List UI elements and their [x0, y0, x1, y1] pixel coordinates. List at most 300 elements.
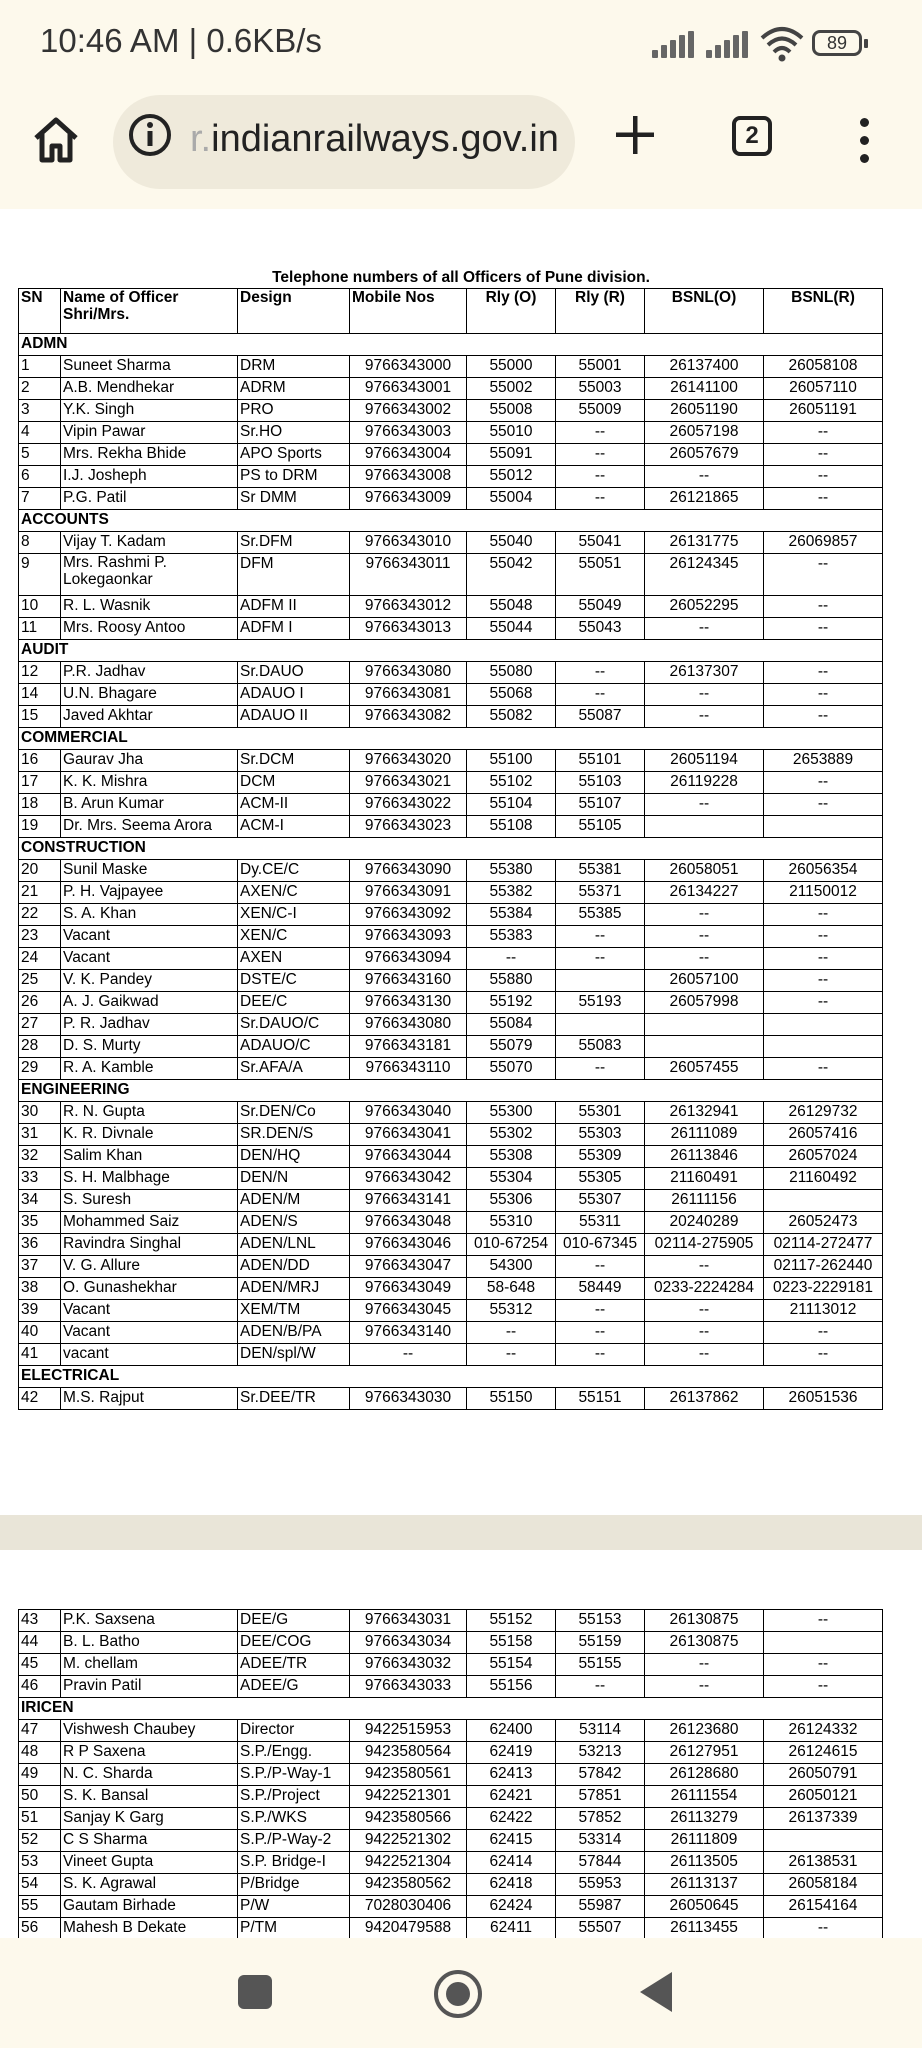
cell-bsnl-r: 2653889 — [764, 750, 883, 772]
cell-rly-r: 53114 — [556, 1720, 645, 1742]
cell-sn: 27 — [19, 1014, 61, 1036]
section-row — [19, 838, 883, 860]
cell-bsnl-r: -- — [764, 1654, 883, 1676]
cell-bsnl-o: 26131775 — [645, 532, 764, 554]
cell-bsnl-o: 26141100 — [645, 378, 764, 400]
table-row — [19, 926, 883, 948]
cell-rly-r: 55305 — [556, 1168, 645, 1190]
url-text[interactable] — [190, 118, 559, 161]
table-row — [19, 1676, 883, 1698]
cell-sn: 29 — [19, 1058, 61, 1080]
cell-sn: 35 — [19, 1212, 61, 1234]
cell-name: Mohammed Saiz — [61, 1212, 238, 1234]
cell-bsnl-r: 26052473 — [764, 1212, 883, 1234]
cell-name: A. J. Gaikwad — [61, 992, 238, 1014]
cell-bsnl-o: 26111089 — [645, 1124, 764, 1146]
cell-bsnl-o: 0233-2224284 — [645, 1278, 764, 1300]
table-row — [19, 554, 883, 596]
cell-bsnl-o: 26113505 — [645, 1852, 764, 1874]
cell-rly-o: -- — [467, 1344, 556, 1366]
cell-sn: 12 — [19, 662, 61, 684]
header-sn: SN — [19, 289, 61, 334]
cell-design: DEN/spl/W — [238, 1344, 350, 1366]
cell-rly-o: 55310 — [467, 1212, 556, 1234]
cell-bsnl-o: 26130875 — [645, 1610, 764, 1632]
cell-bsnl-o — [645, 1036, 764, 1058]
table-row — [19, 662, 883, 684]
cell-design: ADEE/TR — [238, 1654, 350, 1676]
cell-rly-r: 010-67345 — [556, 1234, 645, 1256]
cell-bsnl-o: -- — [645, 948, 764, 970]
cell-rly-o: 54300 — [467, 1256, 556, 1278]
cell-rly-o: 55091 — [467, 444, 556, 466]
cell-sn: 4 — [19, 422, 61, 444]
cell-rly-o: 55152 — [467, 1610, 556, 1632]
cell-mobile: 9766343049 — [350, 1278, 467, 1300]
cell-design: AXEN — [238, 948, 350, 970]
url-domain: indianrailways.gov.in — [211, 118, 559, 160]
cell-rly-o: 55100 — [467, 750, 556, 772]
cell-mobile: 9766343110 — [350, 1058, 467, 1080]
cell-name: S. Suresh — [61, 1190, 238, 1212]
cell-name: Javed Akhtar — [61, 706, 238, 728]
cell-rly-r: 55083 — [556, 1036, 645, 1058]
cell-design: P/W — [238, 1896, 350, 1918]
cell-bsnl-o: -- — [645, 466, 764, 488]
cell-bsnl-r: 26057024 — [764, 1146, 883, 1168]
table-row — [19, 992, 883, 1014]
table-row — [19, 1852, 883, 1874]
recent-apps-icon[interactable] — [238, 1975, 272, 2009]
cell-design: DEN/HQ — [238, 1146, 350, 1168]
cell-bsnl-o: 26123680 — [645, 1720, 764, 1742]
cell-bsnl-o: -- — [645, 1344, 764, 1366]
cell-name: K. K. Mishra — [61, 772, 238, 794]
cell-bsnl-r: 26051191 — [764, 400, 883, 422]
cell-rly-o: -- — [467, 948, 556, 970]
cell-name: R. L. Wasnik — [61, 596, 238, 618]
cell-bsnl-r: 26154164 — [764, 1896, 883, 1918]
cell-name: I.J. Josheph — [61, 466, 238, 488]
cell-name: Salim Khan — [61, 1146, 238, 1168]
table-row — [19, 1610, 883, 1632]
cell-mobile: 9766343032 — [350, 1654, 467, 1676]
cell-sn: 14 — [19, 684, 61, 706]
cell-bsnl-o — [645, 1014, 764, 1036]
cell-rly-o: 55150 — [467, 1388, 556, 1410]
cell-bsnl-o: 26121865 — [645, 488, 764, 510]
cell-design: APO Sports — [238, 444, 350, 466]
table-row — [19, 750, 883, 772]
cell-rly-o: 55042 — [467, 554, 556, 596]
cell-mobile: 9422515953 — [350, 1720, 467, 1742]
table-row — [19, 1918, 883, 1940]
cell-mobile: 9766343022 — [350, 794, 467, 816]
cell-rly-o: -- — [467, 1322, 556, 1344]
cell-design: DFM — [238, 554, 350, 596]
table-row — [19, 860, 883, 882]
cell-mobile: 9423580566 — [350, 1808, 467, 1830]
cell-sn: 25 — [19, 970, 61, 992]
cell-name: C S Sharma — [61, 1830, 238, 1852]
url-prefix: r. — [190, 118, 212, 160]
cell-rly-o: 55079 — [467, 1036, 556, 1058]
cell-sn: 48 — [19, 1742, 61, 1764]
cell-mobile: 9766343092 — [350, 904, 467, 926]
cell-bsnl-o: -- — [645, 1322, 764, 1344]
more-menu-icon[interactable] — [860, 118, 870, 164]
cell-name: S. A. Khan — [61, 904, 238, 926]
cell-rly-r: 55001 — [556, 356, 645, 378]
page-separator — [0, 1515, 922, 1550]
table-row — [19, 1764, 883, 1786]
cell-mobile: 9766343003 — [350, 422, 467, 444]
cell-name: Vineet Gupta — [61, 1852, 238, 1874]
table-row — [19, 532, 883, 554]
table-row — [19, 794, 883, 816]
cell-mobile: 9422521304 — [350, 1852, 467, 1874]
cell-design: S.P./P-Way-1 — [238, 1764, 350, 1786]
cell-bsnl-o: 26058051 — [645, 860, 764, 882]
cell-mobile: 9766343040 — [350, 1102, 467, 1124]
table-row — [19, 1036, 883, 1058]
cell-design: ACM-I — [238, 816, 350, 838]
cell-sn: 28 — [19, 1036, 61, 1058]
cell-bsnl-r: 21113012 — [764, 1300, 883, 1322]
home-nav-icon[interactable] — [434, 1970, 482, 2018]
cell-bsnl-r: 26069857 — [764, 532, 883, 554]
cell-bsnl-r: -- — [764, 970, 883, 992]
cell-design: ADAUO/C — [238, 1036, 350, 1058]
cell-sn: 44 — [19, 1632, 61, 1654]
cell-bsnl-o: 26113455 — [645, 1918, 764, 1940]
table-row — [19, 1896, 883, 1918]
cell-design: Dy.CE/C — [238, 860, 350, 882]
cell-bsnl-r — [764, 816, 883, 838]
cell-name: M. chellam — [61, 1654, 238, 1676]
table-row — [19, 378, 883, 400]
cell-rly-r: 55151 — [556, 1388, 645, 1410]
cell-rly-o: 55156 — [467, 1676, 556, 1698]
cell-bsnl-r: 21160492 — [764, 1168, 883, 1190]
cell-rly-r: -- — [556, 1676, 645, 1698]
section-title: COMMERCIAL — [19, 728, 883, 750]
cell-sn: 34 — [19, 1190, 61, 1212]
cell-rly-r: 55105 — [556, 816, 645, 838]
cell-name: P.G. Patil — [61, 488, 238, 510]
cell-rly-r: 55309 — [556, 1146, 645, 1168]
cell-name: U.N. Bhagare — [61, 684, 238, 706]
cell-bsnl-o: 26111156 — [645, 1190, 764, 1212]
cell-name: Suneet Sharma — [61, 356, 238, 378]
wifi-icon — [760, 26, 804, 62]
cell-bsnl-o: 26057998 — [645, 992, 764, 1014]
table-row — [19, 1742, 883, 1764]
cell-name: Vacant — [61, 1322, 238, 1344]
cell-rly-r: 55049 — [556, 596, 645, 618]
cell-sn: 37 — [19, 1256, 61, 1278]
cell-rly-r: 55107 — [556, 794, 645, 816]
cell-mobile: 9766343034 — [350, 1632, 467, 1654]
cell-sn: 5 — [19, 444, 61, 466]
section-title: ELECTRICAL — [19, 1366, 883, 1388]
cell-bsnl-o: 26051194 — [645, 750, 764, 772]
cell-rly-o: 55084 — [467, 1014, 556, 1036]
cell-sn: 26 — [19, 992, 61, 1014]
cell-bsnl-r: -- — [764, 1058, 883, 1080]
cell-design: DRM — [238, 356, 350, 378]
cell-rly-o: 55002 — [467, 378, 556, 400]
section-row — [19, 334, 883, 356]
cell-bsnl-r: -- — [764, 948, 883, 970]
table-row — [19, 1322, 883, 1344]
table-row — [19, 444, 883, 466]
section-row — [19, 1080, 883, 1102]
cell-design: S.P./Engg. — [238, 1742, 350, 1764]
cell-bsnl-o: 26057455 — [645, 1058, 764, 1080]
cell-sn: 51 — [19, 1808, 61, 1830]
cell-mobile: 9423580564 — [350, 1742, 467, 1764]
cell-name: B. Arun Kumar — [61, 794, 238, 816]
cell-name: Gaurav Jha — [61, 750, 238, 772]
section-row — [19, 640, 883, 662]
cell-rly-o: 55102 — [467, 772, 556, 794]
section-title: ENGINEERING — [19, 1080, 883, 1102]
cell-design: Sr.DAUO — [238, 662, 350, 684]
cell-rly-o: 55380 — [467, 860, 556, 882]
cell-rly-r: 55087 — [556, 706, 645, 728]
cell-rly-o: 55012 — [467, 466, 556, 488]
cell-mobile: 9766343045 — [350, 1300, 467, 1322]
table-row — [19, 1808, 883, 1830]
cell-rly-r: 55507 — [556, 1918, 645, 1940]
cell-bsnl-r: 21150012 — [764, 882, 883, 904]
table-row — [19, 618, 883, 640]
cell-rly-o: 55010 — [467, 422, 556, 444]
table-row — [19, 1388, 883, 1410]
cell-design: Sr.DCM — [238, 750, 350, 772]
cell-design: XEM/TM — [238, 1300, 350, 1322]
cell-mobile: 9766343160 — [350, 970, 467, 992]
cell-design: PRO — [238, 400, 350, 422]
cell-bsnl-r: 26056354 — [764, 860, 883, 882]
cell-rly-r: 53213 — [556, 1742, 645, 1764]
cell-sn: 7 — [19, 488, 61, 510]
cell-rly-r: 57844 — [556, 1852, 645, 1874]
cell-name: Vacant — [61, 1300, 238, 1322]
cell-bsnl-r — [764, 1632, 883, 1654]
cell-bsnl-r: 26057110 — [764, 378, 883, 400]
cell-rly-r: 55987 — [556, 1896, 645, 1918]
section-row — [19, 510, 883, 532]
cell-sn: 15 — [19, 706, 61, 728]
cell-rly-r: 55153 — [556, 1610, 645, 1632]
cell-bsnl-r: -- — [764, 706, 883, 728]
cell-bsnl-r: 26050121 — [764, 1786, 883, 1808]
cell-name: Vipin Pawar — [61, 422, 238, 444]
cell-rly-r: 55381 — [556, 860, 645, 882]
cell-design: S.P./WKS — [238, 1808, 350, 1830]
cell-design: Sr.DEN/Co — [238, 1102, 350, 1124]
tab-switcher-button[interactable]: 2 — [732, 116, 772, 156]
cell-design: Sr.DFM — [238, 532, 350, 554]
cell-bsnl-r: 26057416 — [764, 1124, 883, 1146]
cell-rly-r: -- — [556, 1322, 645, 1344]
cell-sn: 41 — [19, 1344, 61, 1366]
cell-bsnl-r: -- — [764, 596, 883, 618]
cell-sn: 9 — [19, 554, 61, 596]
cell-sn: 11 — [19, 618, 61, 640]
cell-bsnl-r: 26058108 — [764, 356, 883, 378]
cell-mobile: 9766343001 — [350, 378, 467, 400]
cell-design: ADEN/MRJ — [238, 1278, 350, 1300]
table-row — [19, 1234, 883, 1256]
cell-mobile: 9766343090 — [350, 860, 467, 882]
cell-design: ADAUO I — [238, 684, 350, 706]
cell-design: ADAUO II — [238, 706, 350, 728]
cell-mobile: 9766343140 — [350, 1322, 467, 1344]
cell-bsnl-o: 26113137 — [645, 1874, 764, 1896]
cell-sn: 21 — [19, 882, 61, 904]
header-rly-o: Rly (O) — [467, 289, 556, 334]
cell-rly-r: 55159 — [556, 1632, 645, 1654]
cell-rly-o: 55070 — [467, 1058, 556, 1080]
cell-rly-o: 55384 — [467, 904, 556, 926]
cell-mobile: 9766343044 — [350, 1146, 467, 1168]
cell-mobile: 9766343130 — [350, 992, 467, 1014]
cell-design: Director — [238, 1720, 350, 1742]
cell-bsnl-o: 20240289 — [645, 1212, 764, 1234]
cell-rly-r: -- — [556, 1256, 645, 1278]
cell-rly-r: 55307 — [556, 1190, 645, 1212]
cell-bsnl-r: -- — [764, 684, 883, 706]
cell-name: R. A. Kamble — [61, 1058, 238, 1080]
cell-bsnl-r: 26124615 — [764, 1742, 883, 1764]
cell-rly-o: 62400 — [467, 1720, 556, 1742]
table-row — [19, 1654, 883, 1676]
cell-bsnl-o: 26057100 — [645, 970, 764, 992]
cell-rly-o: 55154 — [467, 1654, 556, 1676]
cell-name: A.B. Mendhekar — [61, 378, 238, 400]
cell-bsnl-r: 26137339 — [764, 1808, 883, 1830]
table-header-row — [19, 289, 883, 334]
cell-design: P/TM — [238, 1918, 350, 1940]
header-name: Name of Officer Shri/Mrs. — [61, 289, 238, 334]
cell-design: Sr.AFA/A — [238, 1058, 350, 1080]
cell-mobile: 9423580561 — [350, 1764, 467, 1786]
cell-mobile: 9766343002 — [350, 400, 467, 422]
officers-table-continued — [18, 1609, 883, 1940]
cell-design: ADFM II — [238, 596, 350, 618]
cell-design: Sr DMM — [238, 488, 350, 510]
table-row — [19, 488, 883, 510]
cell-mobile: 9422521301 — [350, 1786, 467, 1808]
cell-sn: 39 — [19, 1300, 61, 1322]
table-row — [19, 1278, 883, 1300]
section-title: IRICEN — [19, 1698, 883, 1720]
cell-sn: 6 — [19, 466, 61, 488]
cell-bsnl-o: 02114-275905 — [645, 1234, 764, 1256]
cell-rly-o: 62424 — [467, 1896, 556, 1918]
cell-bsnl-o: -- — [645, 1256, 764, 1278]
cell-rly-r: -- — [556, 466, 645, 488]
cell-rly-o: 55004 — [467, 488, 556, 510]
cell-rly-o: 55108 — [467, 816, 556, 838]
table-row — [19, 1786, 883, 1808]
cell-rly-o: 55304 — [467, 1168, 556, 1190]
cell-mobile: 9766343030 — [350, 1388, 467, 1410]
info-icon[interactable] — [127, 112, 173, 158]
cell-rly-o: 55306 — [467, 1190, 556, 1212]
cell-rly-o: 55040 — [467, 532, 556, 554]
cell-rly-r: -- — [556, 488, 645, 510]
cell-rly-r: -- — [556, 444, 645, 466]
cell-bsnl-o: 26113846 — [645, 1146, 764, 1168]
cell-name: Ravindra Singhal — [61, 1234, 238, 1256]
table-row — [19, 466, 883, 488]
cell-name: Vacant — [61, 948, 238, 970]
cell-mobile: 9766343080 — [350, 662, 467, 684]
table-row — [19, 684, 883, 706]
table-row — [19, 1146, 883, 1168]
table-row — [19, 816, 883, 838]
cell-sn: 55 — [19, 1896, 61, 1918]
cell-rly-r: 55385 — [556, 904, 645, 926]
cell-name: V. K. Pandey — [61, 970, 238, 992]
cell-name: K. R. Divnale — [61, 1124, 238, 1146]
battery-icon: 89 — [812, 30, 862, 56]
cell-sn: 30 — [19, 1102, 61, 1124]
cell-rly-r: 55953 — [556, 1874, 645, 1896]
cell-rly-r: -- — [556, 662, 645, 684]
cell-bsnl-o: 26137400 — [645, 356, 764, 378]
new-tab-icon[interactable] — [612, 112, 658, 158]
cell-rly-o: 62421 — [467, 1786, 556, 1808]
cell-bsnl-r: -- — [764, 444, 883, 466]
cell-rly-o: 55300 — [467, 1102, 556, 1124]
cell-mobile: 9766343020 — [350, 750, 467, 772]
cell-rly-r: 57851 — [556, 1786, 645, 1808]
cell-bsnl-o: -- — [645, 794, 764, 816]
home-icon[interactable] — [30, 114, 82, 166]
cell-name: M.S. Rajput — [61, 1388, 238, 1410]
cell-bsnl-o: 26132941 — [645, 1102, 764, 1124]
cell-rly-o: 55048 — [467, 596, 556, 618]
cell-mobile: 9766343082 — [350, 706, 467, 728]
table-row — [19, 1058, 883, 1080]
cell-bsnl-r: -- — [764, 466, 883, 488]
table-row — [19, 1256, 883, 1278]
cell-rly-r: 55043 — [556, 618, 645, 640]
back-icon[interactable] — [640, 1972, 672, 2012]
cell-sn: 8 — [19, 532, 61, 554]
table-row — [19, 422, 883, 444]
signal-icon — [652, 30, 696, 58]
cell-bsnl-o: -- — [645, 926, 764, 948]
cell-rly-o: 55082 — [467, 706, 556, 728]
header-rly-r: Rly (R) — [556, 289, 645, 334]
cell-design: DEE/COG — [238, 1632, 350, 1654]
cell-sn: 3 — [19, 400, 61, 422]
cell-bsnl-o: 26113279 — [645, 1808, 764, 1830]
cell-mobile: 9766343023 — [350, 816, 467, 838]
cell-bsnl-r: -- — [764, 926, 883, 948]
table-row — [19, 970, 883, 992]
section-title: ADMN — [19, 334, 883, 356]
cell-design: DSTE/C — [238, 970, 350, 992]
cell-mobile: 9420479588 — [350, 1918, 467, 1940]
cell-bsnl-r: 0223-2229181 — [764, 1278, 883, 1300]
